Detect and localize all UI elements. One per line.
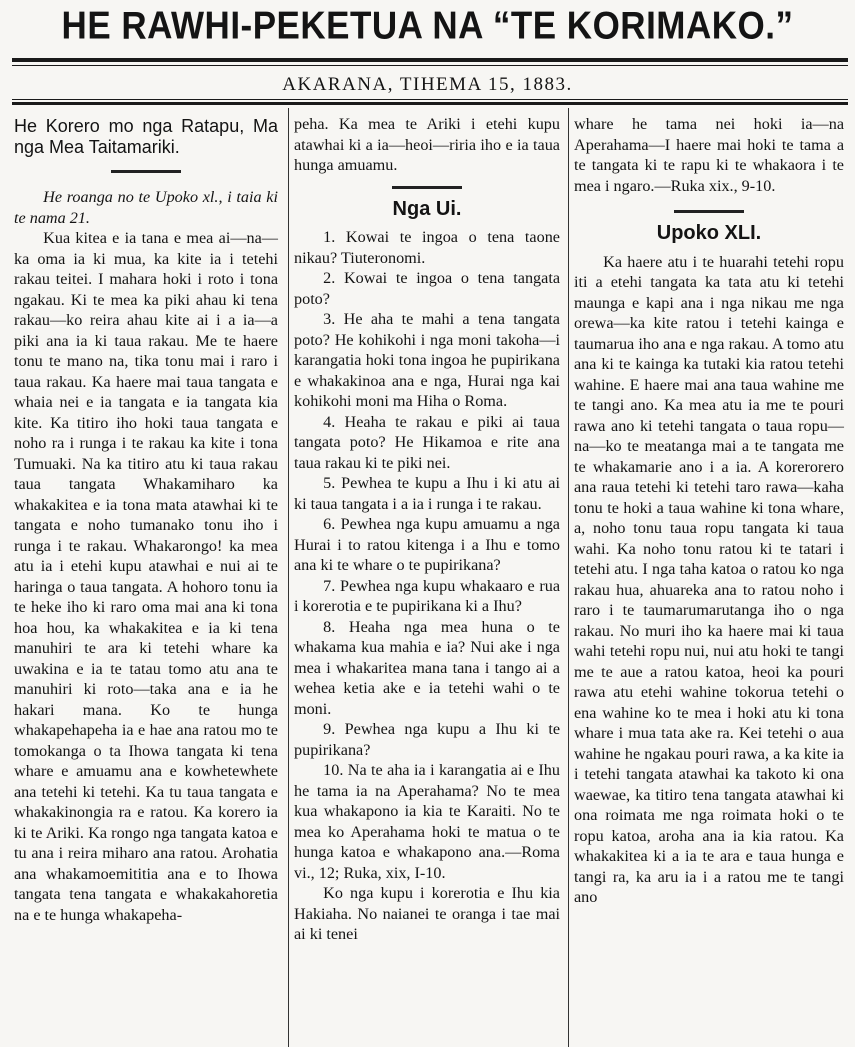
section-title-nga-ui: Nga Ui. <box>392 197 462 220</box>
question-item: 4. Heaha te rakau e piki ai taua tangata poto? He Hikamoa e rite ana taua rakau ki te piki nei. <box>294 412 560 472</box>
column-3-continuation: whare he tama nei hoki ia—na Aperahama—I haere mai hoki te tama a te tangata ki te rapu ki te whakaora i te mea i ngaro.—Ruka xix., 9-10. <box>574 115 844 195</box>
column-2-continuation: peha. Ka mea te Ariki i etehi kupu atawhai ki a ia—heoi—riria iho e ia taua hunga amuamu. <box>294 115 560 174</box>
question-item: 6. Pewhea nga kupu amuamu a nga Hurai i to ratou kitenga i a Ihu e tomo ana ki te whare o te pupirikana? <box>294 515 560 574</box>
section-separator <box>674 210 744 213</box>
dateline-rule-thin <box>12 99 848 100</box>
column-2 <box>294 114 560 945</box>
question-item: 7. Pewhea nga kupu whakaaro e rua i korerotia e te pupirikana ki a Ihu? <box>294 576 560 615</box>
question-item: 5. Pewhea te kupu a Ihu i ki atu ai ki taua tangata i a ia i runga i te rakau. <box>294 474 560 513</box>
section-separator <box>392 186 462 189</box>
masthead-rule-thin <box>12 65 848 66</box>
column-3-paragraph: Ka haere atu i te huarahi tetehi ropu iti a etehi tangata ka tata atu ki tetehi maunga e kapi ana i nga nikau me nga orewa—ka kite ratou i tetehi kainga e taumarua iho ana e nga rakau. A tomo atu ana ki te kainga ka tutaki kia ratou tetehi wahine. E haere mai ana taua wahine me te tangi ano. Ka mea atu ia me te pouri rawa ano ki tetehi tangata o taua ropu—na—ko te meatanga mai a te tangata me te whakamarie ano i a ia. A korerorero ana raua tetehi ki tetehi taro rawa—kaha tonu te hoki a taua wahine ki tona whare, a, noho tonu taua ropu tangata ki taua wahi. Ka noho tonu ratou ki te tatari i tetehi atu. I nga taha katoa o ratou ko nga rakau hua, ahuareka ana to ratou noho i raro i te taumarumarutanga iho o nga rakau. No muri iho ka haere mai ki taua wahi tetehi ropu nui, nui atu hoki te tangi me te aue a ratou katoa, heoi ka pouri rawa atu etehi wahine tokorua tetehi o ena wahine ko te mea i hoki atu ki tona whare i mua tata ake ra. Kei tetehi o aua wahine he ngakau pouri rawa, a ka kite ia i tetehi tangata atawhai ka takoto ki ona waewae, ka titiro tena tangata atawhai ki ona roimata me nga roimata hoki o te ropu katoa, aroha ana ia kia ratou. Ka whakakitea ki a ia te ara e taua hunga e tangi ra, ka aru ia i a ratou me te tangi ano <box>574 252 844 906</box>
dateline-rule-thick <box>12 102 848 105</box>
column-1-heading: He Korero mo nga Ratapu, Ma nga Mea Taitamariki. <box>14 116 278 157</box>
question-item: 1. Kowai te ingoa o tena taone nikau? Tiuteronomi. <box>294 228 560 267</box>
question-item: 2. Kowai te ingoa o tena tangata poto? <box>294 269 560 308</box>
column-3 <box>574 114 844 908</box>
column-divider-2 <box>568 108 569 1047</box>
column-divider-1 <box>288 108 289 1047</box>
dateline: AKARANA, TIHEMA 15, 1883. <box>282 74 573 95</box>
column-1 <box>14 114 278 925</box>
column-1-subheading: He roanga no te Upoko xl., i taia ki te nama 21. <box>14 188 278 227</box>
question-item: 9. Pewhea nga kupu a Ihu ki te pupirikana? <box>294 720 560 759</box>
masthead-rule-thick <box>12 58 848 62</box>
column-1-paragraph: Kua kitea e ia tana e mea ai—na—ka oma ia ki mua, ka kite ia i tetehi rakau teitei. I mahara hoki i roto i tona ngakau. Ki te mea ka piki ahau ki tena rakau—ko reira ahau kite ai i a ia—a piki ana ia ki taua rakau. Me te haere tonu te mano na, tika tonu mai i raro i taua rakau. Ka haere mai taua tangata e whaia nei e ia tangata e ia tangata kia kite. Ka titiro iho hoki taua tangata e noho ra i runga i te rakau ka kite i tona Tumuaki. Na ka titiro atu ki taua rakau taua tangata Whakamiharo ka whakakitea e ia tona mata atawhai ki te tangata e noho tumanako tonu iho i runga i te rakau. Whakarongo! ka mea atu ia i etehi kupu atawhai e nui ai te haringa o taua tangata. A hohoro tonu ia te heke iho ki raro oma mai ana ki tona hoa hou, ka whakakitea e ia ki tena manuhiri te ara ki tetehi whare ka uwakina e ia te tatau tomo atu ana te manuhiri ki roto—taka ana e ia he hakari mana. Ko te hunga whakapehapeha ia e hae ana ratou mo te tomokanga o ta Ihowa tangata ki tena whare e amuamu ana e kowhetewhete ana tetehi ki tetehi. Ka tu taua tangata e whakakinongia ra e ratou. Ka korero ia ki te Ariki. Ka rongo nga tangata katoa e tu ana i reira miharo ana ratou. Arohatia ana whakamoemititia ana e to Ihowa tangata tena tangata e whakakahoretia na e te hunga whakapeha- <box>14 229 278 924</box>
section-title-upoko: Upoko XLI. <box>656 222 762 244</box>
question-item: 3. He aha te mahi a tena tangata poto? He kohikohi i nga moni takoha—i karangatia hoki tona ingoa he pupirikana e whakakinoa ana e nga, Hurai nga kai kohikohi moni ma Hiha o Roma. <box>294 310 560 410</box>
masthead-title: HE RAWHI-PEKETUA NA “TE KORIMAKO.” <box>61 4 794 48</box>
question-item: Ko nga kupu i korerotia e Ihu kia Hakiaha. No naianei te oranga i tae mai ai ki tenei <box>294 884 560 943</box>
question-item: 10. Na te aha ia i karangatia ai e Ihu he tama ia na Aperahama? No te mea kua whakapono ia kia te Karaiti. No te mea ko Aperahama hoki te matua o te hunga katoa e whakapono ana.—Roma vi., 12; Ruka, xix, I-10. <box>294 761 560 882</box>
question-item: 8. Heaha nga mea huna o te whakama kua mahia e ia? Nui ake i nga mea i whakaritea mana tana i tango ai a wehea ketia ake e ia tetehi wahi o te moni. <box>294 617 560 718</box>
heading-separator <box>111 170 181 173</box>
